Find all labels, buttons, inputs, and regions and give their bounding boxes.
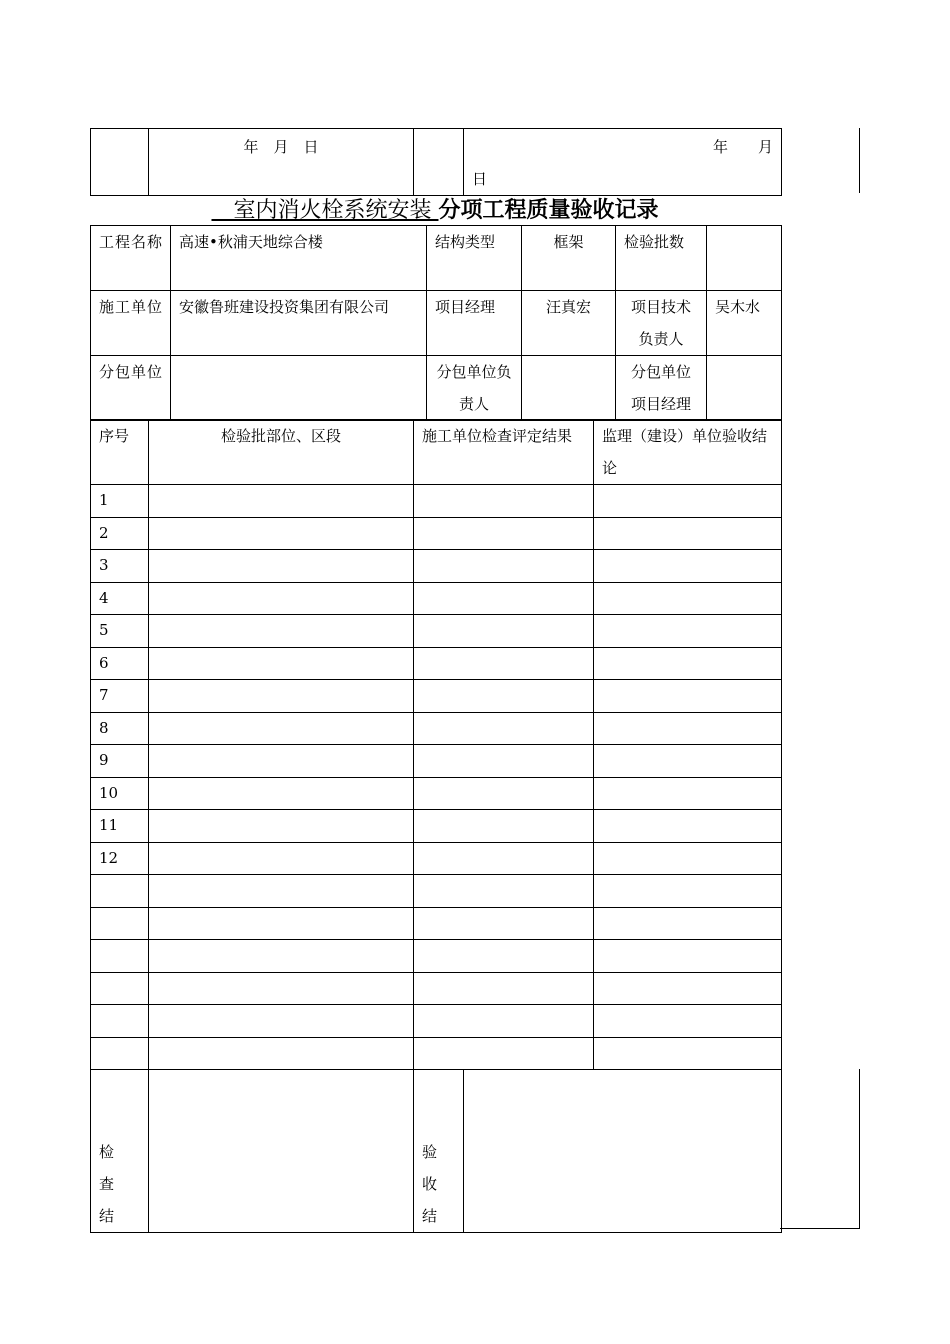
blank-cell [414,129,464,196]
row-location [149,712,414,745]
acceptance-conclusion-value [464,1070,782,1233]
project-name-value: 高速•秋浦天地综合楼 [171,226,427,291]
row-contractor-result [414,550,594,583]
table-row [91,875,782,908]
table-row [91,712,782,745]
table-row [91,1005,782,1038]
row-seq [91,1037,149,1070]
check-char: 结 [99,1207,115,1225]
check-conclusion-value [149,1070,414,1233]
row-location [149,615,414,648]
row-contractor-result [414,875,594,908]
location-header: 检验批部位、区段 [149,420,414,485]
sub-manager-value [707,356,782,421]
row-seq [91,940,149,973]
batch-count-value [707,226,782,291]
row-supervisor-conclusion [594,907,782,940]
row-location [149,745,414,778]
subcontractor-label: 分包单位 [91,356,171,421]
row-supervisor-conclusion [594,810,782,843]
row-seq: 8 [91,712,149,745]
margin-line [859,128,860,193]
row-location [149,1005,414,1038]
row-seq: 9 [91,745,149,778]
project-manager-label: 项目经理 [427,291,522,356]
structure-type-value: 框架 [522,226,616,291]
row-supervisor-conclusion [594,1005,782,1038]
row-contractor-result [414,940,594,973]
subcontractor-value [171,356,427,421]
check-char: 检 [99,1143,115,1161]
table-row [91,777,782,810]
row-supervisor-conclusion [594,745,782,778]
date-right [464,129,782,196]
row-location [149,517,414,550]
title-record: 分项工程质量验收记录 [438,198,659,223]
row-location [149,550,414,583]
inspection-batch-table [90,419,782,1070]
row-seq: 10 [91,777,149,810]
table-row [91,842,782,875]
seq-header: 序号 [91,420,149,485]
row-location [149,972,414,1005]
row-location [149,1037,414,1070]
row-seq [91,907,149,940]
row-contractor-result [414,745,594,778]
row-seq [91,972,149,1005]
row-supervisor-conclusion [594,972,782,1005]
row-location [149,907,414,940]
date-right-line2: 日 [472,170,488,188]
row-supervisor-conclusion [594,940,782,973]
margin-line [780,1228,860,1229]
table-row [91,940,782,973]
batch-count-label: 检验批数 [616,226,707,291]
contractor-value: 安徽鲁班建设投资集团有限公司 [171,291,427,356]
row-contractor-result [414,1037,594,1070]
date-right-line1: 年 月 [712,138,773,156]
row-seq: 11 [91,810,149,843]
table-row [91,550,782,583]
row-contractor-result [414,777,594,810]
row-seq: 6 [91,647,149,680]
row-supervisor-conclusion [594,517,782,550]
table-row [91,810,782,843]
sub-leader-value [522,356,616,421]
row-contractor-result [414,972,594,1005]
row-seq [91,875,149,908]
date-left: 年 月 日 [149,129,414,196]
table-row [91,485,782,518]
accept-char: 结 [422,1207,438,1225]
row-seq: 4 [91,582,149,615]
row-supervisor-conclusion [594,1037,782,1070]
table-row [91,647,782,680]
contractor-label: 施工单位 [91,291,171,356]
row-seq: 3 [91,550,149,583]
row-supervisor-conclusion [594,550,782,583]
check-char: 查 [99,1175,115,1193]
row-contractor-result [414,582,594,615]
sub-leader-label: 分包单位负责人 [427,356,522,421]
row-location [149,647,414,680]
row-contractor-result [414,485,594,518]
row-contractor-result [414,615,594,648]
table-row [91,517,782,550]
margin-line [859,1069,860,1229]
row-seq [91,1005,149,1038]
row-supervisor-conclusion [594,680,782,713]
accept-char: 验 [422,1143,438,1161]
row-location [149,875,414,908]
table-row [91,615,782,648]
row-supervisor-conclusion [594,875,782,908]
row-contractor-result [414,647,594,680]
table-row [91,972,782,1005]
row-location [149,810,414,843]
signature-date-table [90,128,782,196]
row-contractor-result [414,680,594,713]
table-row [91,1037,782,1070]
table-row [91,582,782,615]
supervisor-conclusion-header: 监理（建设）单位验收结论 [594,420,782,485]
row-contractor-result [414,517,594,550]
row-seq: 5 [91,615,149,648]
conclusion-table [90,1069,782,1233]
row-contractor-result [414,842,594,875]
table-row [91,680,782,713]
row-supervisor-conclusion [594,647,782,680]
row-seq: 12 [91,842,149,875]
acceptance-conclusion-label [414,1070,464,1233]
blank-cell [91,129,149,196]
row-location [149,582,414,615]
row-supervisor-conclusion [594,582,782,615]
tech-lead-label: 项目技术负责人 [616,291,707,356]
sub-manager-label: 分包单位项目经理 [616,356,707,421]
row-supervisor-conclusion [594,842,782,875]
table-row [91,745,782,778]
row-contractor-result [414,810,594,843]
structure-type-label: 结构类型 [427,226,522,291]
project-manager-value: 汪真宏 [522,291,616,356]
row-supervisor-conclusion [594,777,782,810]
row-supervisor-conclusion [594,712,782,745]
accept-char: 收 [422,1175,438,1193]
row-contractor-result [414,907,594,940]
row-location [149,842,414,875]
title-subject: 室内消火栓系统安装 [211,198,439,223]
row-seq: 1 [91,485,149,518]
row-location [149,777,414,810]
row-supervisor-conclusion [594,615,782,648]
check-conclusion-label [91,1070,149,1233]
row-contractor-result [414,1005,594,1038]
row-location [149,680,414,713]
row-location [149,485,414,518]
row-seq: 2 [91,517,149,550]
table-row [91,907,782,940]
tech-lead-value: 吴木水 [707,291,782,356]
row-supervisor-conclusion [594,485,782,518]
row-seq: 7 [91,680,149,713]
row-contractor-result [414,712,594,745]
page-title [90,194,780,228]
contractor-result-header: 施工单位检查评定结果 [414,420,594,485]
row-location [149,940,414,973]
project-name-label: 工程名称 [91,226,171,291]
project-info-table [90,225,782,421]
